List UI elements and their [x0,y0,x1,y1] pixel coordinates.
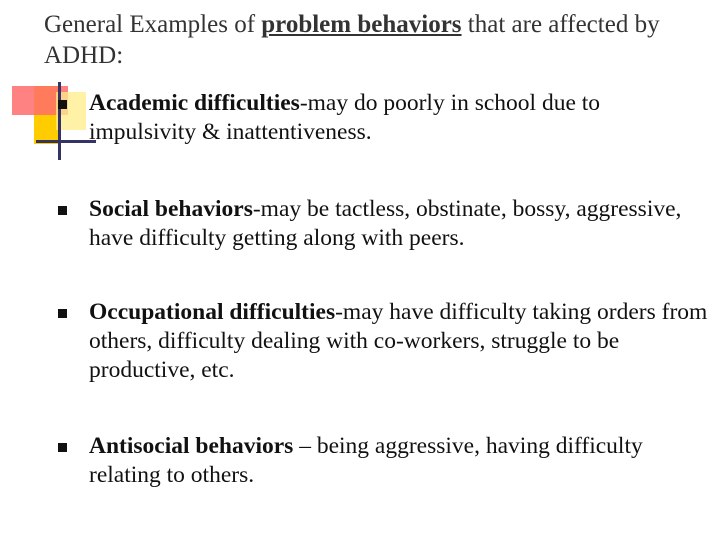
square-bullet-icon [58,206,67,215]
title-suffix: that are affected by ADHD: [44,11,660,69]
list-item-antisocial [89,432,709,490]
list-item-social [89,195,709,253]
decor-vertical-line [58,82,61,160]
decor-horizontal-line [36,140,96,143]
item-text: -may be tactless, obstinate, bossy, aggressive, have difficulty getting along with peers. [89,196,682,251]
list-item-academic [89,89,709,147]
square-bullet-icon [58,309,67,318]
item-text: -may do poorly in school due to impulsivity & inattentiveness. [89,90,601,145]
list-item-occupational [89,298,709,385]
square-bullet-icon [58,100,67,109]
square-bullet-icon [58,443,67,452]
slide-title [44,9,714,71]
title-emphasis: problem behaviors [261,11,462,38]
item-term: Academic difficulties [89,90,300,116]
item-text: -may have difficulty taking orders from others, difficulty dealing with co-workers, struggle to be productive, etc. [89,299,708,383]
item-term: Antisocial behaviors [89,433,294,459]
item-text: – being aggressive, having difficulty relating to others. [89,433,643,488]
title-prefix: General Examples of [44,11,262,38]
item-term: Social behaviors [89,196,253,222]
item-term: Occupational difficulties [89,299,336,325]
